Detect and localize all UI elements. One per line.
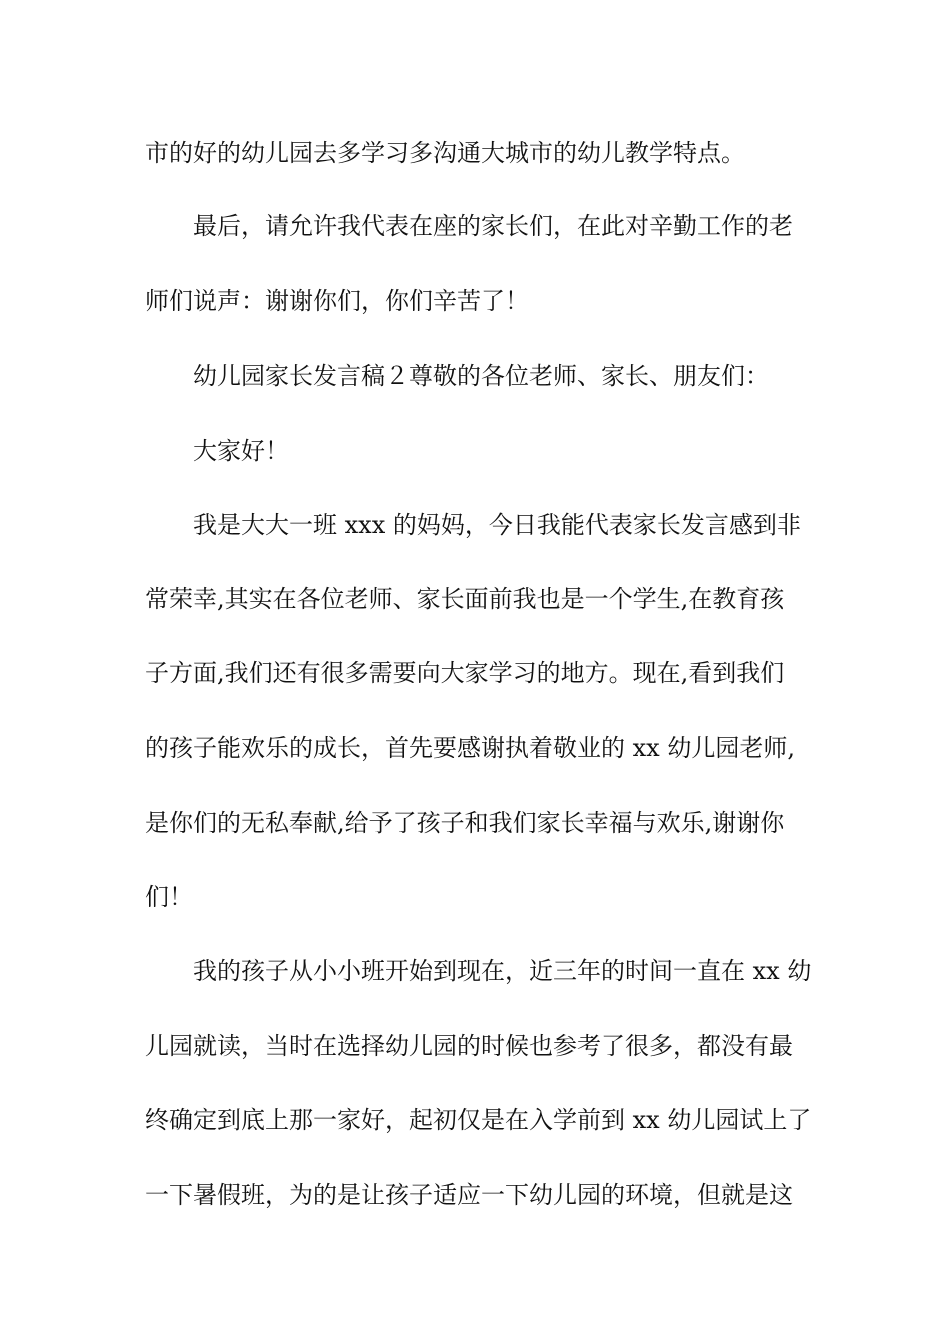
text-line: 们！ [145,883,193,911]
paragraph-line: 我是大大一班 xxx 的妈妈，今日我能代表家长发言感到非 [193,511,801,539]
text-line: 市的好的幼儿园去多学习多沟通大城市的幼儿教学特点。 [145,139,745,167]
text-line: 子方面,我们还有很多需要向大家学习的地方。现在,看到我们 [145,659,785,687]
text-line: 儿园就读，当时在选择幼儿园的时候也参考了很多，都没有最 [145,1032,793,1060]
text-line: 师们说声：谢谢你们，你们辛苦了！ [145,287,529,315]
text-line: 一下暑假班，为的是让孩子适应一下幼儿园的环境，但就是这 [145,1181,793,1209]
paragraph-line: 最后，请允许我代表在座的家长们，在此对辛勤工作的老 [193,212,793,240]
greeting-line: 大家好！ [193,437,289,465]
text-line: 常荣幸,其实在各位老师、家长面前我也是一个学生,在教育孩 [145,585,785,613]
text-line: 是你们的无私奉献,给予了孩子和我们家长幸福与欢乐,谢谢你 [145,809,785,837]
section-heading-line: 幼儿园家长发言稿２尊敬的各位老师、家长、朋友们： [193,362,769,390]
paragraph-line: 我的孩子从小小班开始到现在，近三年的时间一直在 xx 幼 [193,957,812,985]
text-line: 的孩子能欢乐的成长，首先要感谢执着敬业的 xx 幼儿园老师, [145,734,795,762]
text-line: 终确定到底上那一家好，起初仅是在入学前到 xx 幼儿园试上了 [145,1106,812,1134]
